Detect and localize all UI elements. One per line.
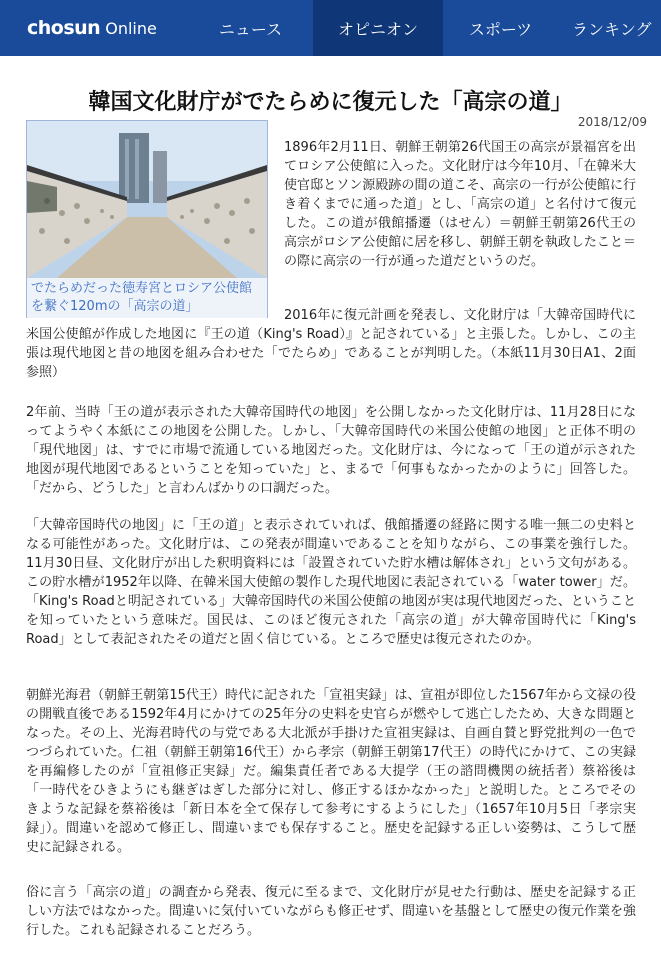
article-paragraph: 2016年に復元計画を発表し、文化財庁は「大韓帝国時代に米国公使館が作成した地図に『王の道（King's Road）』と記されている」と主張した。しかし、この主張は現代地図と昔の地図を組み合わせた「でたらめ」であることが判明した。（本紙11月30日A1、2面参照） — [26, 308, 636, 380]
article-paragraph: 1896年2月11日、朝鮮王朝第26代国王の高宗が景福宮を出てロシア公使館に入った。文化財庁は今年10月、「在韓米大使官邸とソン源殿跡の間の道こそ、高宗の一行が公使館に行き着くまでに通った道」とし、「高宗の道」と名付けて復元した。この道が俄館播遷（はせん）＝朝鮮王朝第26代王の高宗がロシア公使館に居を移し、朝鮮王朝を執政したこと＝の際に高宗の一行が通った道だというのだ。 — [284, 140, 636, 269]
nav-item-news[interactable]: ニュース — [218, 19, 283, 39]
chosun-online-logo[interactable] — [0, 0, 188, 56]
article-photo — [26, 120, 268, 318]
article-date: 2018/12/09 — [577, 115, 647, 129]
article-paragraph: 俗に言う「高宗の道」の調査から発表、復元に至るまで、文化財庁が見せた行動は、歴史を記録する正しい方法ではなかった。間違いに気付いていながらも修正せず、間違いを基盤として歴史の復元作業を強行した。これも記録されることだろう。 — [26, 885, 636, 938]
nav-item-opinion[interactable]: オピニオン — [313, 0, 443, 56]
article-paragraph: 2年前、当時「王の道が表示された大韓帝国時代の地図」を公開しなかった文化財庁は、11月28日になってようやく本紙にこの地図を公開した。しかし、「大韓帝国時代の米国公使館の地図」と正体不明の「現代地図」は、すでに市場で流通している地図だった。文化財庁は、今になって「王の道が示された地図が現代地図であるということを知っていた」と、まるで「何事もなかったかのように」回答した。「だから、どうした」と言わんばかりの口調だった。 — [26, 405, 637, 496]
article-paragraph: 「大韓帝国時代の地図」に「王の道」と表示されていれば、俄館播遷の経路に関する唯一無二の史料となる可能性があった。文化財庁は、この発表が間違いであることを知りながら、この事業を強行した。11月30日昼、文化財庁が出した釈明資料には「設置されていた貯水槽は解体され」という文句がある。この貯水槽が1952年以降、在韓米国大使館の製作した現代地図に表記されている「water tower」だ。「King's Roadと明記されている」大韓帝国時代の米国公使館の地図が実は現代地図だった、ということを知っていたという意味だ。国民は、このほど復元された「高宗の道」が大韓帝国時代に「King's Road」として表記されたその道だと固く信じている。ところで歴史は復元されたのか。 — [26, 518, 636, 647]
photo-caption: でたらめだった徳寿宮とロシア公使館を繋ぐ120mの「高宗の道」 — [27, 278, 267, 318]
article-headline: 韓国文化財庁がでたらめに復元した「高宗の道」 — [88, 89, 573, 115]
nav-item-sports[interactable]: スポーツ — [468, 19, 533, 39]
logo-suffix: Online — [105, 18, 157, 38]
photo-road-between-walls — [27, 121, 267, 278]
article-paragraph: 朝鮮光海君（朝鮮王朝第15代王）時代に記された「宣祖実録」は、宣祖が即位した1567年から文禄の役の開戦直後である1592年4月にかけての25年分の史料を史官らが燃やして逃亡したため、大きな問題となった。その上、光海君時代の与党である大北派が手掛けた宣祖実録は、自画自賛と野党批判の一色でつづられていた。仁祖（朝鮮王朝第16代王）から孝宗（朝鮮王朝第17代王）の時代にかけて、この実録を再編修したのが「宣祖修正実録」だ。編集責任者である大提学（王の諮問機関の統括者）蔡裕後は「一時代をひきようにも継ぎはぎした部分に対し、修正するほかなかった」と説明した。ところでそのきような記録を蔡裕後は「新日本を全て保存して参考にするようにした」（1657年10月5日「孝宗実録」）。間違いを認めて修正し、間違いまでも保存すること。歴史を記録する正しい姿勢は、こうして歴史に記録される。 — [26, 688, 636, 855]
logo-brand: chosun — [27, 17, 101, 39]
top-navigation-bar — [0, 0, 661, 56]
nav-item-ranking[interactable]: ランキング — [572, 19, 652, 39]
